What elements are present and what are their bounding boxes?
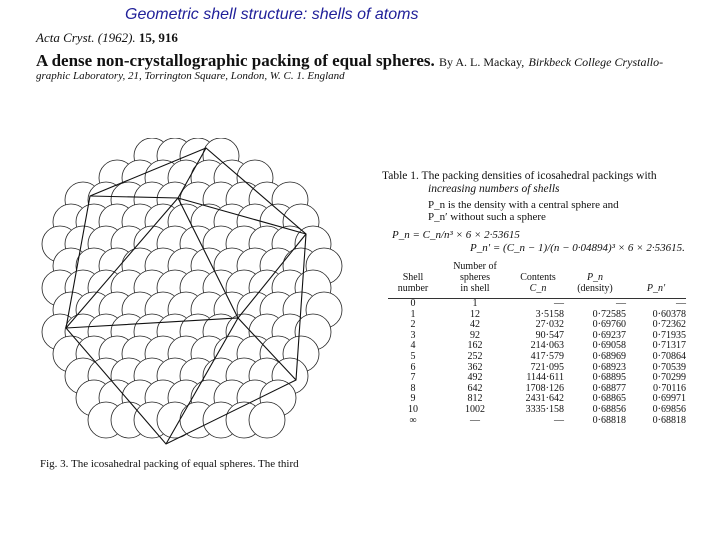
table-cell: 0·69058 <box>592 340 626 352</box>
table-cell: 6 <box>410 361 416 373</box>
table-cell: — <box>616 298 626 309</box>
affiliation-line-1: Birkbeck College Crystallo- <box>528 55 664 69</box>
table-cell: 1708·126 <box>525 382 564 394</box>
table-cell: 0·70299 <box>652 372 686 384</box>
figure-caption: Fig. 3. The icosahedral packing of equal spheres. The third <box>40 458 299 470</box>
table-cell: 1 <box>410 308 416 320</box>
table-cell: 417·579 <box>530 350 564 362</box>
table-cell: 8 <box>410 382 416 394</box>
table-cell: 0·72362 <box>652 319 686 331</box>
sphere <box>249 402 285 438</box>
table-note-2: P_n′ without such a sphere <box>428 211 546 223</box>
table-cell: — <box>554 414 564 426</box>
table-cell: 0·72585 <box>592 308 626 320</box>
table-cell: 5 <box>410 350 416 362</box>
table-cell: 9 <box>410 393 416 405</box>
col-header-number: Number of spheres in shell <box>453 261 497 294</box>
table-cell: 0·68865 <box>592 393 626 405</box>
icosahedral-packing-figure <box>38 138 356 454</box>
table-cell: 1144·611 <box>526 372 564 384</box>
table-cell: 812 <box>467 393 483 405</box>
table-row <box>388 352 686 363</box>
volume-page: 15, 916 <box>138 30 178 45</box>
table-cell: 0·69760 <box>592 319 626 331</box>
table-cell: 0·68877 <box>592 382 626 394</box>
table-cell: 2 <box>410 319 416 331</box>
journal-year: (1962). <box>97 30 136 45</box>
journal-citation <box>36 30 178 46</box>
table-body <box>388 299 686 427</box>
paper-byline: By A. L. Mackay, <box>439 55 525 69</box>
table-cell: 0·68923 <box>592 361 626 373</box>
table-cell: — <box>470 414 480 426</box>
table-cell: 3335·158 <box>525 403 564 415</box>
table-cell: 42 <box>470 319 480 331</box>
table-cell: — <box>554 298 564 309</box>
paper-title-line <box>36 51 663 71</box>
table-cell: 4 <box>410 340 416 352</box>
paper-title: A dense non-crystallographic packing of equal spheres. <box>36 51 435 70</box>
table-cell: 0·70539 <box>652 361 686 373</box>
table-cell: 12 <box>470 308 480 320</box>
table-cell: 10 <box>408 403 418 415</box>
table-cell: 27·032 <box>535 319 564 331</box>
table-cell: 0·70116 <box>653 382 686 394</box>
col-header-contents: Contents C_n <box>520 272 556 294</box>
table-cell: 0·68856 <box>592 403 626 415</box>
table-cell: 0·70864 <box>652 350 686 362</box>
packing-density-table <box>388 261 686 426</box>
table-cell: 0·69856 <box>652 403 686 415</box>
table-cell: 214·063 <box>530 340 564 352</box>
table-cell: 721·095 <box>530 361 564 373</box>
table-cell: 0·69237 <box>592 329 626 341</box>
table-row <box>388 405 686 416</box>
table-cell: 0·71317 <box>652 340 686 352</box>
sphere-cluster <box>42 138 342 438</box>
table-cell: ∞ <box>409 414 417 426</box>
table-cell: 2431·642 <box>525 393 564 405</box>
journal-name: Acta Cryst. <box>36 30 95 45</box>
table-row <box>388 416 686 427</box>
table-cell: 0·60378 <box>652 308 686 320</box>
table-caption <box>382 170 657 196</box>
table-cell: 642 <box>467 382 483 394</box>
table-cell: 0·68818 <box>592 414 626 426</box>
density-formula-1: P_n = C_n/n³ × 6 × 2·53615 <box>392 229 520 241</box>
table-cell: 0·68895 <box>592 372 626 384</box>
table-cell: 0·71935 <box>652 329 686 341</box>
table-cell: 362 <box>467 361 483 373</box>
table-cell: 0·68969 <box>592 350 626 362</box>
table-cell: 3 <box>410 329 416 341</box>
table-notes <box>428 199 619 223</box>
density-formula-2: P_n′ = (C_n − 1)/(n − 0·04894)³ × 6 × 2·53615. <box>470 242 685 254</box>
table-cell: 162 <box>467 340 483 352</box>
table-caption-line-2: increasing numbers of shells <box>428 183 560 195</box>
table-note-1: P_n is the density with a central sphere and <box>428 199 619 211</box>
table-cell: 0·68818 <box>652 414 686 426</box>
table-cell: 0·69971 <box>652 393 686 405</box>
table-cell: 7 <box>410 372 416 384</box>
slide-title: Geometric shell structure: shells of atoms <box>125 6 419 23</box>
table-row <box>388 299 686 310</box>
table-cell: 92 <box>470 329 480 341</box>
table-caption-line-1: Table 1. The packing densities of icosahedral packings with <box>382 170 657 182</box>
table-cell: 252 <box>467 350 483 362</box>
table-cell: — <box>676 298 686 309</box>
table-cell: 90·547 <box>535 329 564 341</box>
affiliation-line-2: graphic Laboratory, 21, Torrington Square, London, W. C. 1. England <box>36 70 345 82</box>
table-cell: 0 <box>410 298 416 309</box>
col-header-shell: Shell number <box>397 272 429 294</box>
table-cell: 1002 <box>465 403 485 415</box>
table-cell: 3·5158 <box>535 308 564 320</box>
table-cell: 492 <box>467 372 483 384</box>
table-cell: 1 <box>472 298 478 309</box>
col-header-density-alt: P_n′ <box>646 283 666 294</box>
col-header-density: P_n (density) <box>577 272 613 294</box>
